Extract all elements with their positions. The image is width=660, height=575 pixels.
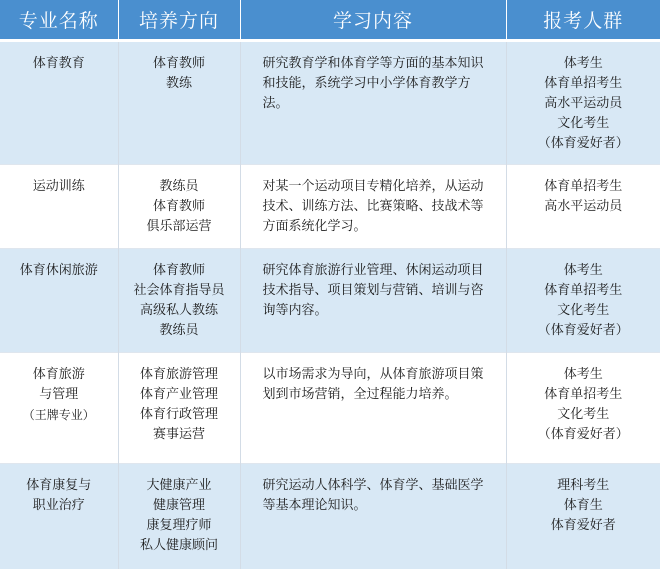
- direction-item: 健康管理: [152, 498, 205, 513]
- major-name-line: 运动训练: [32, 179, 85, 194]
- direction-item: 私人健康顾问: [139, 538, 218, 553]
- direction-item: 体育教师: [152, 263, 205, 278]
- cell-direction: [118, 41, 240, 165]
- direction-list: [119, 42, 240, 94]
- cell-audience: [506, 249, 660, 353]
- table-row: [0, 165, 660, 249]
- cell-major-name: [0, 353, 118, 464]
- content-text: 研究教育学和体育学等方面的基本知识和技能，系统学习中小学体育教学方法。: [262, 56, 484, 111]
- audience-item: 体育爱好者: [550, 518, 616, 533]
- audience-item: 体育单招考生: [544, 76, 623, 91]
- direction-item: 教练员: [159, 323, 199, 338]
- cell-content: [240, 464, 506, 570]
- direction-item: 体育教师: [152, 199, 205, 214]
- content-text: 以市场需求为导向，从体育旅游项目策划到市场营销，全过程能力培养。: [262, 367, 484, 402]
- audience-list: [507, 464, 660, 536]
- direction-item: 大健康产业: [146, 478, 212, 493]
- audience-item: 文化考生: [557, 303, 610, 318]
- major-name-line: 体育教育: [32, 56, 85, 71]
- direction-item: 体育产业管理: [139, 387, 218, 402]
- major-name: [0, 165, 118, 197]
- content-text: 研究运动人体科学、体育学、基础医学等基本理论知识。: [262, 478, 484, 513]
- table-row: [0, 464, 660, 570]
- major-name-line: 体育休闲旅游: [19, 263, 98, 278]
- table-header: [0, 0, 660, 41]
- audience-item: （体育爱好者）: [537, 323, 629, 338]
- direction-item: 体育行政管理: [139, 407, 218, 422]
- cell-direction: [118, 464, 240, 570]
- audience-item: 高水平运动员: [544, 199, 623, 214]
- cell-audience: [506, 353, 660, 464]
- audience-item: 体考生: [563, 367, 603, 382]
- major-name: [0, 464, 118, 516]
- audience-item: 文化考生: [557, 407, 610, 422]
- cell-audience: [506, 41, 660, 165]
- audience-list: [507, 165, 660, 217]
- direction-list: [119, 464, 240, 556]
- cell-major-name: [0, 249, 118, 353]
- cell-content: [240, 249, 506, 353]
- direction-item: 体育教师: [152, 56, 205, 71]
- audience-item: 高水平运动员: [544, 96, 623, 111]
- table-row: [0, 41, 660, 165]
- major-name: [0, 249, 118, 281]
- audience-item: 体育单招考生: [544, 283, 623, 298]
- audience-list: [507, 353, 660, 445]
- table-row: [0, 249, 660, 353]
- direction-list: [119, 353, 240, 445]
- header-content: 学习内容: [240, 0, 506, 41]
- cell-direction: [118, 249, 240, 353]
- major-name-line: 体育旅游: [32, 367, 85, 382]
- direction-list: [119, 249, 240, 341]
- direction-item: 赛事运营: [152, 427, 205, 442]
- audience-list: [507, 249, 660, 341]
- cell-audience: [506, 165, 660, 249]
- audience-item: 体考生: [563, 56, 603, 71]
- cell-direction: [118, 353, 240, 464]
- header-direction: 培养方向: [118, 0, 240, 41]
- direction-item: 康复理疗师: [146, 518, 212, 533]
- direction-item: 俱乐部运营: [146, 219, 212, 234]
- direction-list: [119, 165, 240, 237]
- direction-item: 教练员: [159, 179, 199, 194]
- audience-item: 理科考生: [557, 478, 610, 493]
- audience-item: 体育单招考生: [544, 179, 623, 194]
- major-name-line: 职业治疗: [32, 498, 85, 513]
- cell-direction: [118, 165, 240, 249]
- audience-item: （体育爱好者）: [537, 427, 629, 442]
- cell-audience: [506, 464, 660, 570]
- table-row: [0, 353, 660, 464]
- content-text: 对某一个运动项目专精化培养，从运动技术、训练方法、比赛策略、技战术等方面系统化学习。: [262, 179, 484, 234]
- header-audience: 报考人群: [506, 0, 660, 41]
- major-name-line: 与管理: [39, 387, 79, 402]
- major-note: （王牌专业）: [22, 408, 95, 422]
- direction-item: 高级私人教练: [139, 303, 218, 318]
- audience-list: [507, 42, 660, 154]
- direction-item: 体育旅游管理: [139, 367, 218, 382]
- cell-major-name: [0, 41, 118, 165]
- cell-content: [240, 353, 506, 464]
- cell-major-name: [0, 165, 118, 249]
- audience-item: 文化考生: [557, 116, 610, 131]
- header-major-name: 专业名称: [0, 0, 118, 41]
- content-text: 研究体育旅游行业管理、休闲运动项目技术指导、项目策划与营销、培训与咨询等内容。: [262, 263, 484, 318]
- audience-item: （体育爱好者）: [537, 136, 629, 151]
- audience-item: 体育单招考生: [544, 387, 623, 402]
- table-body: [0, 41, 660, 570]
- major-name-line: 体育康复与: [26, 478, 92, 493]
- audience-item: 体育生: [563, 498, 603, 513]
- major-name: [0, 42, 118, 74]
- cell-major-name: [0, 464, 118, 570]
- audience-item: 体考生: [563, 263, 603, 278]
- major-name: [0, 353, 118, 425]
- cell-content: [240, 165, 506, 249]
- cell-content: [240, 41, 506, 165]
- direction-item: 社会体育指导员: [133, 283, 225, 298]
- direction-item: 教练: [165, 76, 192, 91]
